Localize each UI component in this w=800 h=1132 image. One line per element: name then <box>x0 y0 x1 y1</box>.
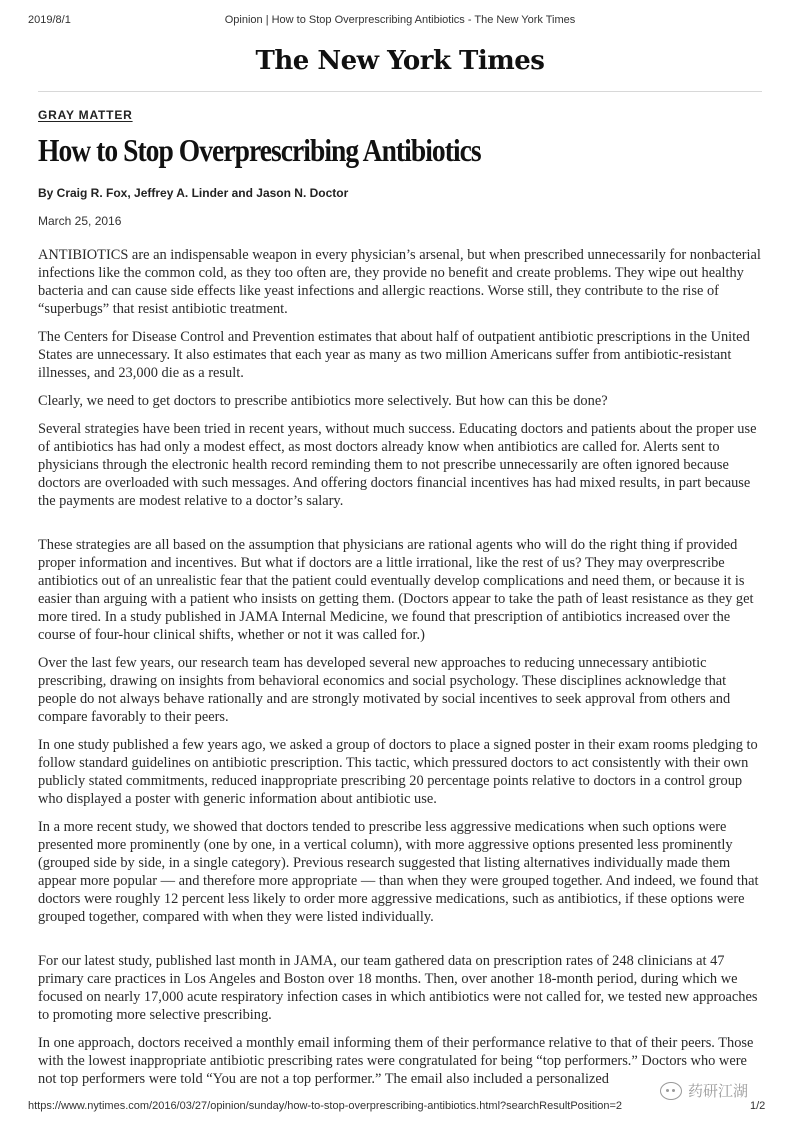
nyt-masthead-logo[interactable]: The New York Times <box>255 46 545 76</box>
article-paragraph: The Centers for Disease Control and Prevention estimates that about half of outpatient antibiotic prescriptions in the United States are unnecessary. It also estimates that each year as many as two million Americans suffer from antibiotic-resistant illnesses, and 23,000 die as a result. <box>38 329 750 381</box>
article <box>38 108 762 1098</box>
article-paragraph: Several strategies have been tried in recent years, without much success. Educating doctors and patients about the proper use of antibiotics has had only a modest effect, as most doctors already know when antibiotics are called for. Alerts sent to physicians through the electronic health record reminding them to not prescribe unnecessarily are often ignored because doctors are overloaded with such messages. And offering doctors financial incentives has had mixed results, in part because the payments are modest relative to a doctor’s salary. <box>38 421 757 509</box>
article-paragraph: Clearly, we need to get doctors to prescribe antibiotics more selectively. But how can this be done? <box>38 393 608 409</box>
masthead-divider <box>38 91 762 92</box>
column-kicker[interactable]: GRAY MATTER <box>38 108 133 122</box>
article-paragraph: ANTIBIOTICS are an indispensable weapon in every physician’s arsenal, but when prescribed unnecessarily for nonbacterial infections like the common cold, as they too often are, they provide no benefit and create problems. They wipe out healthy bacteria and can cause side effects like yeast infections and allergic reactions. Worse still, they contribute to the rise of “superbugs” that resist antibiotic treatment. <box>38 247 761 317</box>
article-byline: By Craig R. Fox, Jeffrey A. Linder and Jason N. Doctor <box>38 186 349 200</box>
print-page-title: Opinion | How to Stop Overprescribing Antibiotics - The New York Times <box>224 14 576 26</box>
watermark-text: 药研江湖 <box>688 1082 749 1100</box>
article-headline: How to Stop Overprescribing Antibiotics <box>38 132 481 168</box>
article-paragraph: In one study published a few years ago, we asked a group of doctors to place a signed poster in their exam rooms pledging to follow standard guidelines on antibiotic prescription. This tactic, which pressured doctors to act consistently with their own publicly stated commitments, reduced inappropriate prescribing 20 percentage points relative to doctors in a control group who displayed a poster with generic information about antibiotic use. <box>38 737 758 807</box>
article-paragraph: In one approach, doctors received a monthly email informing them of their performance relative to that of their peers. Those with the lowest inappropriate antibiotic prescribing rates were congratulated for being “top performers.” Doctors who were not top performers were told “You are not a top performer.” The email also included a personalized <box>38 1035 754 1087</box>
article-paragraph: These strategies are all based on the assumption that physicians are rational agents who will do the right thing if provided proper information and incentives. But what if doctors are a little irrational, like the rest of us? They may overprescribe antibiotics out of an unrealistic fear that the patient could eventually develop complications and need them, or because it is easier than arguing with a patient who insists on getting them. (Doctors appear to take the path of least resistance as they get more tired. In a study published in JAMA Internal Medicine, we found that prescription of antibiotics increased over the course of four-hour clinical shifts, whether or not it was called for.) <box>38 537 754 643</box>
page-number: 1/2 <box>750 1100 766 1112</box>
article-date: March 25, 2016 <box>38 214 122 228</box>
article-body <box>38 246 762 1088</box>
print-date: 2019/8/1 <box>28 14 71 26</box>
print-header <box>0 0 800 30</box>
article-paragraph: Over the last few years, our research team has developed several new approaches to reducing unnecessary antibiotic prescribing, drawing on insights from behavioral economics and social psychology. These disciplines acknowledge that people do not always behave rationally and are strongly motivated by social incentives to seek approval from others and compare favorably to their peers. <box>38 655 731 725</box>
article-paragraph: For our latest study, published last month in JAMA, our team gathered data on prescription rates of 248 clinicians at 47 primary care practices in Los Angeles and Boston over 18 months. Then, over another 18-month period, during which we focused on nearly 17,000 acute respiratory infection cases in which antibiotics were not called for, we tested new approaches to promoting more selective prescribing. <box>38 953 758 1023</box>
print-url: https://www.nytimes.com/2016/03/27/opinion/sunday/how-to-stop-overprescribing-antibiotics.html?searchResultPosition=2 <box>28 1100 622 1112</box>
wechat-icon <box>660 1082 682 1100</box>
article-paragraph: In a more recent study, we showed that doctors tended to prescribe less aggressive medications when such options were presented more prominently (one by one, in a vertical column), with more aggressive options presented less prominently (grouped side by side, in a single category). Previous research suggested that listing alternatives individually made them appear more popular — and therefore more appropriate — than when they were grouped together. And indeed, we found that doctors were roughly 12 percent less likely to order more aggressive medications, such as antibiotics, if these options were grouped together, compared with when they were listed individually. <box>38 819 759 925</box>
print-footer <box>0 1098 800 1128</box>
